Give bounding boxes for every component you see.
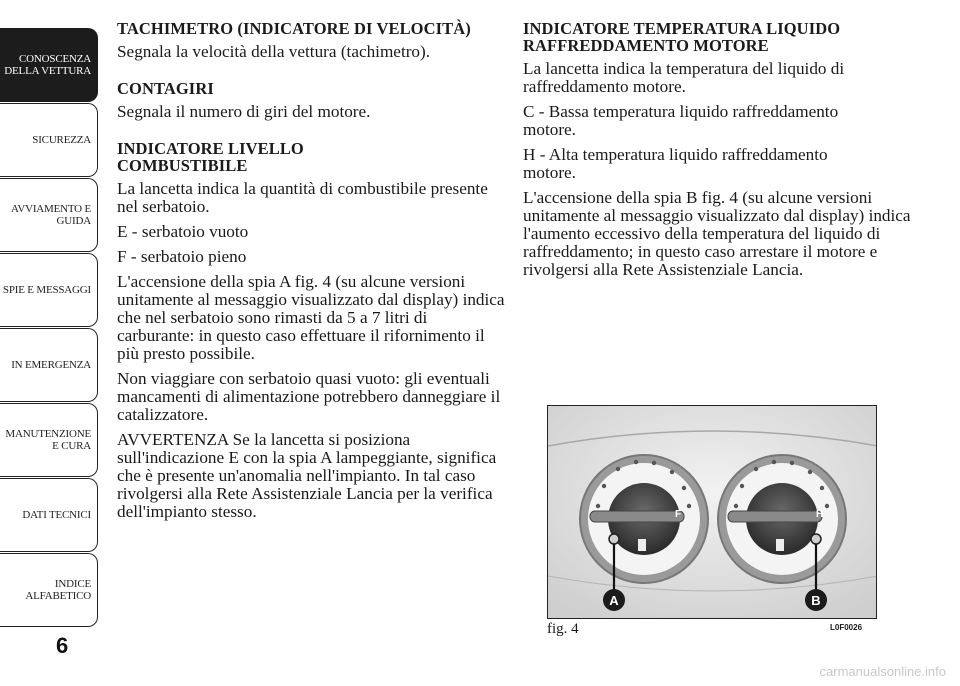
tab-label: IN EMERGENZA bbox=[11, 359, 91, 371]
tab-dati-tecnici[interactable] bbox=[0, 478, 98, 552]
tab-label: DATI TECNICI bbox=[22, 509, 91, 521]
fuel-gauge bbox=[580, 455, 708, 583]
figure-caption: fig. 4 bbox=[547, 621, 579, 637]
paragraph: La lancetta indica la quantità di combustibile presente nel serbatoio. bbox=[117, 179, 488, 216]
paragraph: H - Alta temperatura liquido raffreddamento motore. bbox=[523, 145, 828, 182]
svg-text:H: H bbox=[816, 509, 824, 520]
fuel-pump-icon bbox=[638, 539, 646, 551]
svg-text:F: F bbox=[675, 509, 682, 520]
tab-label: INDICE ALFABETICO bbox=[25, 578, 91, 602]
tab-label: AVVIAMENTO E GUIDA bbox=[11, 203, 91, 227]
tab-conoscenza-della-vettura[interactable] bbox=[0, 28, 98, 102]
paragraph: Segnala la velocità della vettura (tachimetro). bbox=[117, 42, 431, 61]
page-number: 6 bbox=[56, 633, 69, 658]
tab-spie-e-messaggi[interactable] bbox=[0, 253, 98, 327]
tab-avviamento-e-guida[interactable] bbox=[0, 178, 98, 252]
svg-text:A: A bbox=[609, 593, 619, 608]
paragraph: C - Bassa temperatura liquido raffreddamento motore. bbox=[523, 102, 839, 139]
tab-in-emergenza[interactable] bbox=[0, 328, 98, 402]
dashboard-gauges-figure bbox=[547, 405, 877, 619]
tab-sicurezza[interactable] bbox=[0, 103, 98, 177]
heading-temperatura-liquido: INDICATORE TEMPERATURA LIQUIDO RAFFREDDAMENTO MOTORE bbox=[523, 19, 841, 55]
heading-livello-combustibile: INDICATORE LIVELLO COMBUSTIBILE bbox=[117, 139, 304, 175]
right-column bbox=[523, 20, 923, 286]
paragraph: Non viaggiare con serbatoio quasi vuoto: gli eventuali mancamenti di alimentazione potrebbero danneggiare il catalizzatore. bbox=[117, 369, 501, 424]
tab-label: CONOSCENZA DELLA VETTURA bbox=[4, 53, 91, 77]
paragraph: L'accensione della spia B fig. 4 (su alcune versioni unitamente al messaggio visualizzato dal display) indica l'aumento eccessivo della temperatura del liquido di raffreddamento; in questo caso arrestare il motore e rivolgersi alla Rete Assistenziale Lancia. bbox=[523, 188, 911, 279]
paragraph: F - serbatoio pieno bbox=[117, 247, 247, 266]
paragraph: La lancetta indica la temperatura del liquido di raffreddamento motore. bbox=[523, 59, 845, 96]
paragraph: L'accensione della spia A fig. 4 (su alcune versioni unitamente al messaggio visualizzato dal display) indica che nel serbatoio sono rimasti da 5 a 7 litri di carburante: in questo caso effettuare il rifornimento il più presto possibile. bbox=[117, 272, 505, 363]
temperature-gauge bbox=[718, 455, 846, 583]
heading-contagiri: CONTAGIRI bbox=[117, 79, 214, 98]
gauges-illustration bbox=[548, 406, 877, 619]
coolant-temperature-icon bbox=[776, 539, 784, 551]
warning-paragraph: AVVERTENZA Se la lancetta si posiziona sull'indicazione E con la spia A lampeggiante, significa che è presente un'anomalia nell'impianto. In tal caso rivolgersi alla Rete Assistenziale Lancia per la verifica dell'impianto stesso. bbox=[117, 430, 497, 521]
marker-b bbox=[805, 589, 827, 611]
tab-label: MANUTENZIONE E CURA bbox=[5, 428, 91, 452]
figure-code: L0F0026 bbox=[830, 623, 863, 632]
svg-text:B: B bbox=[811, 593, 821, 608]
heading-tachimetro: TACHIMETRO (INDICATORE DI VELOCITÀ) bbox=[117, 19, 471, 38]
tab-manutenzione-e-cura[interactable] bbox=[0, 403, 98, 477]
paragraph: E - serbatoio vuoto bbox=[117, 222, 249, 241]
tab-label: SICUREZZA bbox=[32, 134, 91, 146]
marker-a bbox=[603, 589, 625, 611]
tab-indice-alfabetico[interactable] bbox=[0, 553, 98, 627]
left-column bbox=[117, 20, 507, 528]
paragraph: Segnala il numero di giri del motore. bbox=[117, 102, 371, 121]
watermark: carmanualsonline.info bbox=[819, 664, 946, 679]
tab-label: SPIE E MESSAGGI bbox=[2, 284, 91, 296]
